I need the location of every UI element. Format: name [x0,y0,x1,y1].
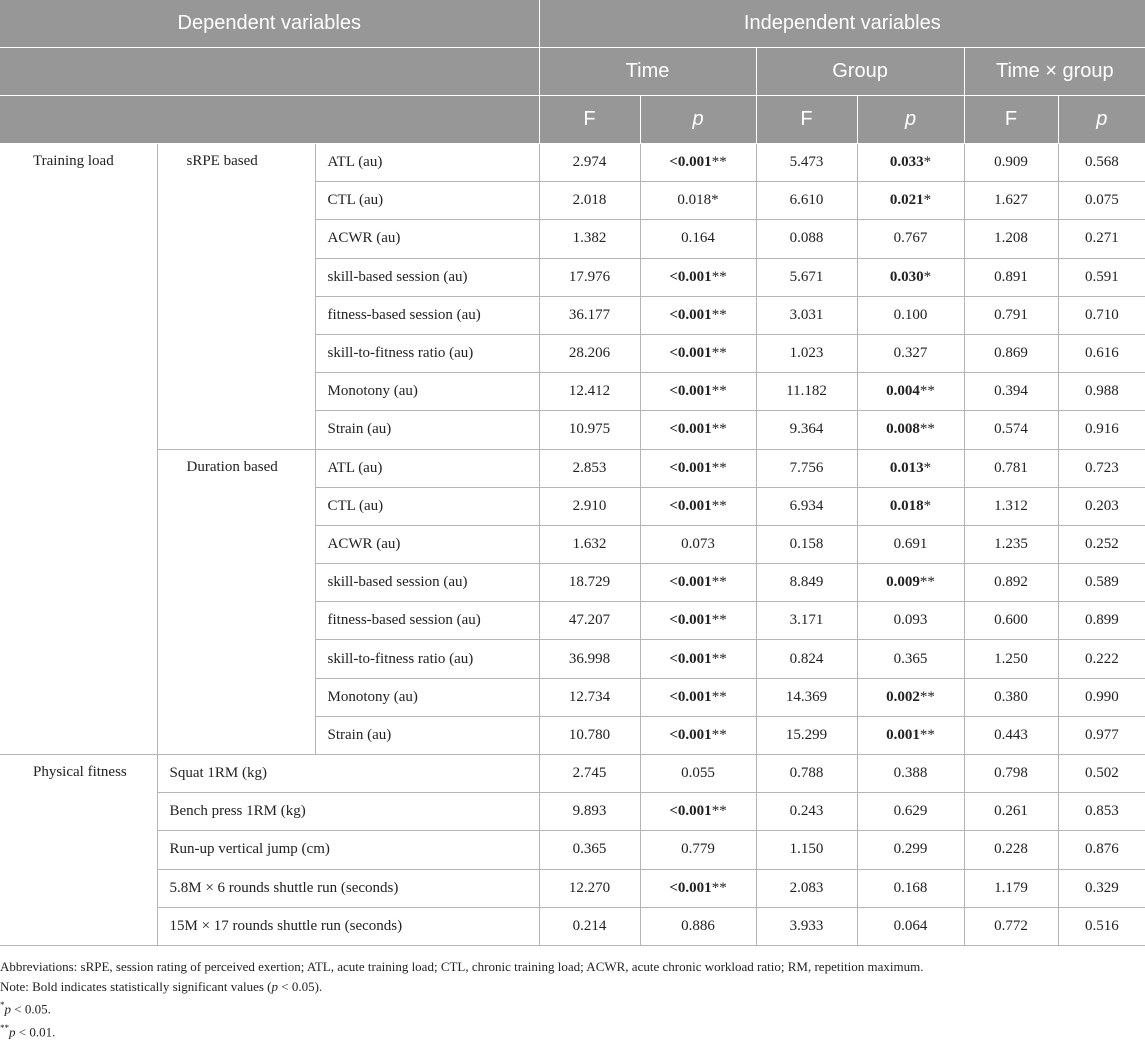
time-p-value: <0.001 [669,879,712,896]
interaction-f-value: 1.250 [964,640,1058,678]
time-p [640,525,756,563]
interaction-p-value: 0.329 [1058,869,1145,907]
group-f-value: 8.849 [756,564,857,602]
time-f-value: 2.018 [539,182,640,220]
significance-marker: ** [711,726,727,743]
interaction-f-value: 0.443 [964,716,1058,754]
time-p-value: <0.001 [669,497,712,514]
time-p [640,144,756,182]
interaction-f-value: 0.600 [964,602,1058,640]
group-f-value: 11.182 [756,373,857,411]
interaction-f-value: 0.781 [964,449,1058,487]
variable-label: Strain (au) [315,716,539,754]
table-row [0,755,1145,793]
table-row [0,793,1145,831]
header-spacer [0,96,539,144]
interaction-p-value: 0.876 [1058,831,1145,869]
significance-marker: ** [919,421,935,438]
group-f-value: 1.150 [756,831,857,869]
significance-marker: ** [711,154,727,171]
interaction-p-value: 0.516 [1058,907,1145,945]
table-row [0,869,1145,907]
time-f-value: 10.780 [539,716,640,754]
time-p-value: 0.055 [681,765,715,782]
section-label: Training load [0,144,157,755]
bold-note [0,977,1145,997]
time-p [640,869,756,907]
group-p-value: 0.299 [893,841,928,858]
time-f-value: 2.974 [539,144,640,182]
interaction-p-value: 0.502 [1058,755,1145,793]
time-f-value: 2.910 [539,487,640,525]
group-f-value: 6.610 [756,182,857,220]
group-p [857,334,964,372]
footnote-threshold: < 0.01. [15,1024,56,1040]
time-by-group-header: Time × group [964,48,1145,96]
time-f-value: 9.893 [539,793,640,831]
interaction-f-value: 1.312 [964,487,1058,525]
significance-marker: ** [711,345,727,362]
group-f-value: 5.671 [756,258,857,296]
group-p [857,525,964,563]
time-p-value: <0.001 [669,345,712,362]
independent-variables-header: Independent variables [539,0,1145,48]
interaction-p-value: 0.990 [1058,678,1145,716]
interaction-p-value: 0.203 [1058,487,1145,525]
time-p-value: <0.001 [669,459,712,476]
interaction-p-value: 0.988 [1058,373,1145,411]
group-p-value: 0.021 [889,192,924,209]
table-row [0,449,1145,487]
variable-label: Strain (au) [315,411,539,449]
variable-label: 15M × 17 rounds shuttle run (seconds) [157,907,539,945]
time-f-value: 17.976 [539,258,640,296]
time-p-value: 0.886 [681,917,715,934]
group-p-value: 0.767 [893,230,928,247]
time-f-value: 0.365 [539,831,640,869]
significance-marker: ** [919,574,935,591]
group-p [857,640,964,678]
significance-marker: ** [711,803,727,820]
interaction-p-value: 0.899 [1058,602,1145,640]
group-f-value: 15.299 [756,716,857,754]
interaction-p-value: 0.591 [1058,258,1145,296]
significance-marker: ** [711,421,727,438]
time-f-value: 10.975 [539,411,640,449]
time-f-header: F [539,96,640,144]
subgroup-label: sRPE based [157,144,315,450]
group-p-value: 0.365 [893,650,928,667]
bold-note-text: Note: Bold indicates statistically significant values ( [0,978,272,994]
time-p-value: 0.779 [681,841,715,858]
time-p-value: <0.001 [669,154,712,171]
time-p-value: <0.001 [669,803,712,820]
interaction-p-value: 0.568 [1058,144,1145,182]
group-p [857,296,964,334]
group-f-value: 1.023 [756,334,857,372]
interaction-f-value: 1.235 [964,525,1058,563]
group-p [857,678,964,716]
table-row [0,907,1145,945]
time-p [640,220,756,258]
significance-marker: ** [919,726,935,743]
group-p-value: 0.009 [886,574,920,591]
time-p-value: 0.073 [681,535,715,552]
table-body [0,144,1145,946]
interaction-f-value: 0.869 [964,334,1058,372]
time-f-value: 12.270 [539,869,640,907]
group-p [857,716,964,754]
footnote-p: p [4,1001,11,1017]
dependent-variables-header: Dependent variables [0,0,539,48]
group-p [857,564,964,602]
group-f-value: 9.364 [756,411,857,449]
significance-marker: ** [919,688,935,705]
variable-label: fitness-based session (au) [315,602,539,640]
group-p [857,258,964,296]
group-p-value: 0.008 [886,421,920,438]
group-f-value: 0.158 [756,525,857,563]
significance-marker: ** [711,383,727,400]
time-p [640,182,756,220]
group-p-value: 0.002 [886,688,920,705]
interaction-p-value: 0.723 [1058,449,1145,487]
time-f-value: 12.412 [539,373,640,411]
interaction-f-value: 0.791 [964,296,1058,334]
interaction-f-value: 0.798 [964,755,1058,793]
interaction-p-value: 0.916 [1058,411,1145,449]
time-p [640,564,756,602]
variable-label: Monotony (au) [315,678,539,716]
interaction-p-value: 0.589 [1058,564,1145,602]
significance-marker: ** [711,306,727,323]
group-f-value: 3.933 [756,907,857,945]
group-p-value: 0.030 [889,268,924,285]
time-header: Time [539,48,756,96]
variable-label: skill-to-fitness ratio (au) [315,334,539,372]
footnote-p: p [9,1024,16,1040]
group-p-value: 0.013 [889,459,924,476]
significance-marker: ** [711,612,727,629]
variable-label: ATL (au) [315,449,539,487]
variable-label: skill-based session (au) [315,258,539,296]
interaction-p-value: 0.222 [1058,640,1145,678]
interaction-f-value: 0.228 [964,831,1058,869]
footnote-single-star [0,996,1145,1019]
time-p-value: <0.001 [669,421,712,438]
section-label: Physical fitness [0,755,157,946]
group-p [857,373,964,411]
time-p [640,678,756,716]
variable-label: 5.8M × 6 rounds shuttle run (seconds) [157,869,539,907]
group-f-value: 0.243 [756,793,857,831]
time-f-value: 28.206 [539,334,640,372]
time-f-value: 0.214 [539,907,640,945]
group-f-value: 0.088 [756,220,857,258]
group-p-value: 0.691 [893,535,928,552]
time-p-value: <0.001 [669,650,712,667]
time-p [640,755,756,793]
time-p-value: 0.018 [677,192,712,209]
interaction-p-value: 0.075 [1058,182,1145,220]
time-f-value: 47.207 [539,602,640,640]
interaction-p-value: 0.710 [1058,296,1145,334]
group-p-value: 0.064 [893,917,928,934]
time-f-value: 36.177 [539,296,640,334]
table-row [0,144,1145,182]
time-p [640,296,756,334]
group-f-value: 7.756 [756,449,857,487]
time-p [640,487,756,525]
group-p [857,831,964,869]
table-row [0,831,1145,869]
group-p [857,602,964,640]
interaction-p-value: 0.616 [1058,334,1145,372]
group-p-value: 0.033 [889,154,924,171]
time-p [640,907,756,945]
interaction-f-value: 0.772 [964,907,1058,945]
group-p [857,144,964,182]
group-p-value: 0.018 [889,497,924,514]
group-p [857,869,964,907]
variable-label: ATL (au) [315,144,539,182]
table-header [0,0,1145,144]
group-f-header: F [756,96,857,144]
significance-marker: * [923,154,932,171]
group-header: Group [756,48,964,96]
interaction-p-value: 0.271 [1058,220,1145,258]
group-p [857,182,964,220]
group-f-value: 2.083 [756,869,857,907]
significance-marker: ** [711,574,727,591]
group-p [857,907,964,945]
significance-marker: ** [711,650,727,667]
interaction-f-header: F [964,96,1058,144]
significance-marker: * [923,192,932,209]
interaction-f-value: 0.261 [964,793,1058,831]
group-p-value: 0.327 [893,345,928,362]
bold-note-threshold: < 0.05). [278,978,323,994]
significance-marker: ** [711,268,727,285]
variable-label: Bench press 1RM (kg) [157,793,539,831]
group-p-value: 0.629 [893,803,928,820]
group-f-value: 3.031 [756,296,857,334]
time-f-value: 1.632 [539,525,640,563]
variable-label: CTL (au) [315,487,539,525]
variable-label: ACWR (au) [315,220,539,258]
time-p [640,449,756,487]
interaction-f-value: 0.891 [964,258,1058,296]
footnote-mark: * [0,1000,5,1010]
time-f-value: 12.734 [539,678,640,716]
group-p-value: 0.100 [893,306,928,323]
variable-label: fitness-based session (au) [315,296,539,334]
bold-note-p: p [271,978,278,994]
interaction-p-value: 0.252 [1058,525,1145,563]
time-p [640,793,756,831]
interaction-f-value: 1.179 [964,869,1058,907]
interaction-p-header: p [1058,96,1145,144]
time-p-value: <0.001 [669,612,712,629]
time-f-value: 2.853 [539,449,640,487]
interaction-f-value: 0.574 [964,411,1058,449]
time-p-value: <0.001 [669,383,712,400]
group-p [857,220,964,258]
significance-marker: ** [711,688,727,705]
interaction-f-value: 0.892 [964,564,1058,602]
interaction-f-value: 1.627 [964,182,1058,220]
time-p-value: <0.001 [669,726,712,743]
group-p-value: 0.093 [893,612,928,629]
time-p [640,640,756,678]
group-f-value: 14.369 [756,678,857,716]
group-f-value: 0.788 [756,755,857,793]
significance-marker: * [923,497,932,514]
time-p [640,411,756,449]
group-p-value: 0.388 [893,765,928,782]
time-p-value: <0.001 [669,574,712,591]
variable-label: ACWR (au) [315,525,539,563]
time-p [640,602,756,640]
table-notes [0,957,1145,1042]
group-f-value: 6.934 [756,487,857,525]
variable-label: Squat 1RM (kg) [157,755,539,793]
time-p-value: <0.001 [669,306,712,323]
group-p-value: 0.001 [886,726,920,743]
group-f-value: 3.171 [756,602,857,640]
group-f-value: 0.824 [756,640,857,678]
group-p [857,449,964,487]
time-f-value: 36.998 [539,640,640,678]
abbreviations-note: Abbreviations: sRPE, session rating of perceived exertion; ATL, acute training load; CTL, chronic training load; ACWR, acute chronic workload ratio; RM, repetition maximum. [0,959,924,974]
time-f-value: 2.745 [539,755,640,793]
variable-label: skill-based session (au) [315,564,539,602]
interaction-p-value: 0.977 [1058,716,1145,754]
time-p [640,258,756,296]
time-f-value: 18.729 [539,564,640,602]
variable-label: skill-to-fitness ratio (au) [315,640,539,678]
interaction-f-value: 0.909 [964,144,1058,182]
header-spacer [0,48,539,96]
group-p [857,793,964,831]
interaction-f-value: 0.380 [964,678,1058,716]
footnote-threshold: < 0.05. [11,1001,51,1017]
variable-label: CTL (au) [315,182,539,220]
time-p [640,831,756,869]
significance-marker: ** [919,383,935,400]
time-p-value: <0.001 [669,268,712,285]
group-p-value: 0.004 [886,383,920,400]
time-p [640,373,756,411]
significance-marker: ** [711,459,727,476]
interaction-p-value: 0.853 [1058,793,1145,831]
time-p-value: <0.001 [669,688,712,705]
time-p [640,334,756,372]
footnote-double-star [0,1019,1145,1042]
time-p-header: p [640,96,756,144]
group-p [857,487,964,525]
group-p-header: p [857,96,964,144]
variable-label: Monotony (au) [315,373,539,411]
time-f-value: 1.382 [539,220,640,258]
interaction-f-value: 1.208 [964,220,1058,258]
variable-label: Run-up vertical jump (cm) [157,831,539,869]
significance-marker: * [923,268,932,285]
time-p-value: 0.164 [681,230,715,247]
significance-marker: ** [711,879,727,896]
significance-marker: ** [711,497,727,514]
group-p [857,411,964,449]
group-p-value: 0.168 [893,879,928,896]
footnote-mark: ** [0,1022,9,1033]
group-f-value: 5.473 [756,144,857,182]
time-p [640,716,756,754]
significance-marker: * [923,459,932,476]
subgroup-label: Duration based [157,449,315,755]
interaction-f-value: 0.394 [964,373,1058,411]
group-p [857,755,964,793]
significance-marker: * [711,192,719,209]
